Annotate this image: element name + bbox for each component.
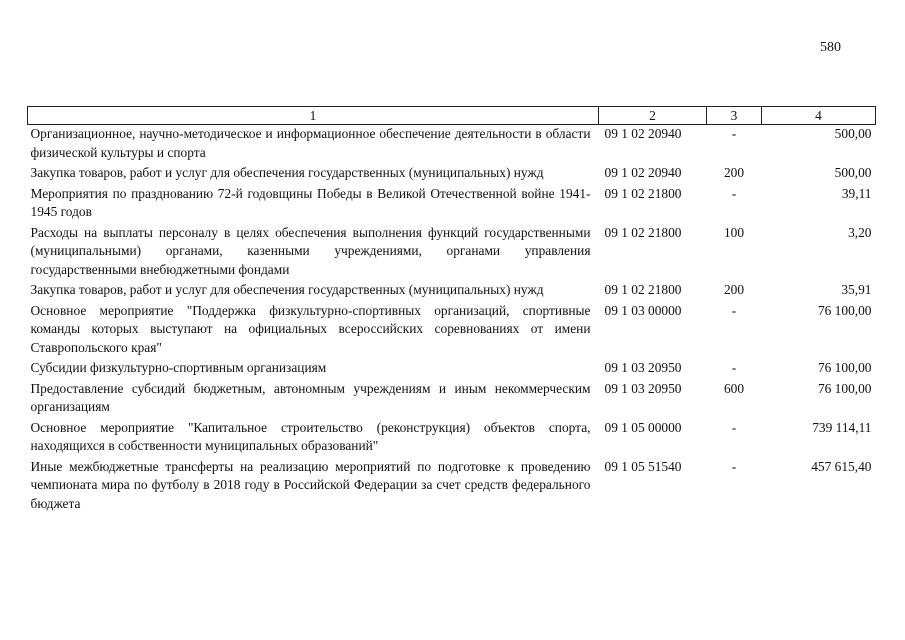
row-kind: - bbox=[731, 458, 737, 474]
table-row bbox=[28, 419, 876, 458]
row-amount: 35,91 bbox=[841, 282, 872, 297]
budget-table-container bbox=[27, 106, 875, 515]
row-code: 09 1 03 20950 bbox=[604, 380, 682, 396]
row-kind: 200 bbox=[723, 282, 745, 297]
header-col-4: 4 bbox=[762, 107, 876, 125]
table-row bbox=[28, 359, 876, 380]
row-name: Иные межбюджетные трансферты на реализацию мероприятий по подготовке к проведению чемпионата мира по футболу в 2018 году в Российской Федерации за счет средств федерального бюджета bbox=[30, 458, 591, 511]
table-row bbox=[28, 164, 876, 185]
header-col-1: 1 bbox=[28, 107, 599, 125]
row-name: Мероприятия по празднованию 72-й годовщины Победы в Великой Отечественной войне 1941-1945 годов bbox=[30, 185, 591, 219]
table-row bbox=[28, 185, 876, 224]
table-row bbox=[28, 380, 876, 419]
row-kind: - bbox=[731, 126, 737, 141]
page-number: 580 bbox=[820, 40, 841, 55]
table-row bbox=[28, 281, 876, 302]
row-code: 09 1 03 00000 bbox=[604, 302, 682, 318]
row-kind: 100 bbox=[723, 224, 745, 240]
row-name: Основное мероприятие "Поддержка физкультурно-спортивных организаций, спортивные команды которых выступают на официальных всероссийских соревнованиях от имени Ставропольского края" bbox=[30, 302, 591, 355]
table-header bbox=[28, 107, 876, 125]
table-row bbox=[28, 458, 876, 516]
row-name: Организационное, научно-методическое и информационное обеспечение деятельности в области физической культуры и спорта bbox=[30, 126, 591, 160]
row-kind: - bbox=[731, 360, 737, 375]
row-code: 09 1 05 51540 bbox=[604, 458, 682, 474]
row-kind: - bbox=[731, 302, 737, 318]
row-amount: 500,00 bbox=[834, 126, 872, 141]
row-name: Субсидии физкультурно-спортивным организациям bbox=[30, 360, 327, 375]
row-code: 09 1 02 20940 bbox=[604, 165, 682, 180]
row-name: Предоставление субсидий бюджетным, автономным учреждениям и иным некоммерческим организациям bbox=[30, 380, 591, 414]
row-name: Основное мероприятие "Капитальное строительство (реконструкция) объектов спорта, находящихся в собственности муниципальных образований" bbox=[30, 419, 591, 453]
row-name: Расходы на выплаты персоналу в целях обеспечения выполнения функций государственными (муниципальными) органами, казенными учреждениями, органами управления государственными внебюджетными фондами bbox=[30, 224, 591, 277]
row-amount: 76 100,00 bbox=[817, 380, 872, 396]
row-amount: 457 615,40 bbox=[811, 458, 872, 474]
row-amount: 500,00 bbox=[834, 165, 872, 180]
header-row bbox=[28, 107, 876, 125]
row-kind: - bbox=[731, 185, 737, 201]
header-col-3: 3 bbox=[707, 107, 762, 125]
row-code: 09 1 03 20950 bbox=[604, 360, 682, 375]
row-code: 09 1 02 21800 bbox=[604, 224, 682, 240]
row-amount: 739 114,11 bbox=[812, 419, 872, 435]
row-code: 09 1 05 00000 bbox=[604, 419, 682, 435]
row-amount: 76 100,00 bbox=[817, 302, 872, 318]
header-col-2: 2 bbox=[599, 107, 707, 125]
table-body bbox=[28, 125, 876, 516]
row-kind: - bbox=[731, 419, 737, 435]
row-name: Закупка товаров, работ и услуг для обеспечения государственных (муниципальных) нужд bbox=[30, 282, 544, 297]
row-name: Закупка товаров, работ и услуг для обеспечения государственных (муниципальных) нужд bbox=[30, 165, 544, 180]
row-amount: 3,20 bbox=[848, 224, 872, 240]
row-code: 09 1 02 21800 bbox=[604, 185, 682, 201]
table-row bbox=[28, 224, 876, 282]
row-amount: 39,11 bbox=[841, 185, 872, 201]
row-code: 09 1 02 20940 bbox=[604, 126, 682, 141]
table-row bbox=[28, 125, 876, 165]
row-code: 09 1 02 21800 bbox=[604, 282, 682, 297]
table-row bbox=[28, 302, 876, 360]
row-kind: 200 bbox=[723, 165, 745, 180]
budget-table bbox=[27, 106, 876, 515]
row-kind: 600 bbox=[723, 380, 745, 396]
row-amount: 76 100,00 bbox=[817, 360, 872, 375]
